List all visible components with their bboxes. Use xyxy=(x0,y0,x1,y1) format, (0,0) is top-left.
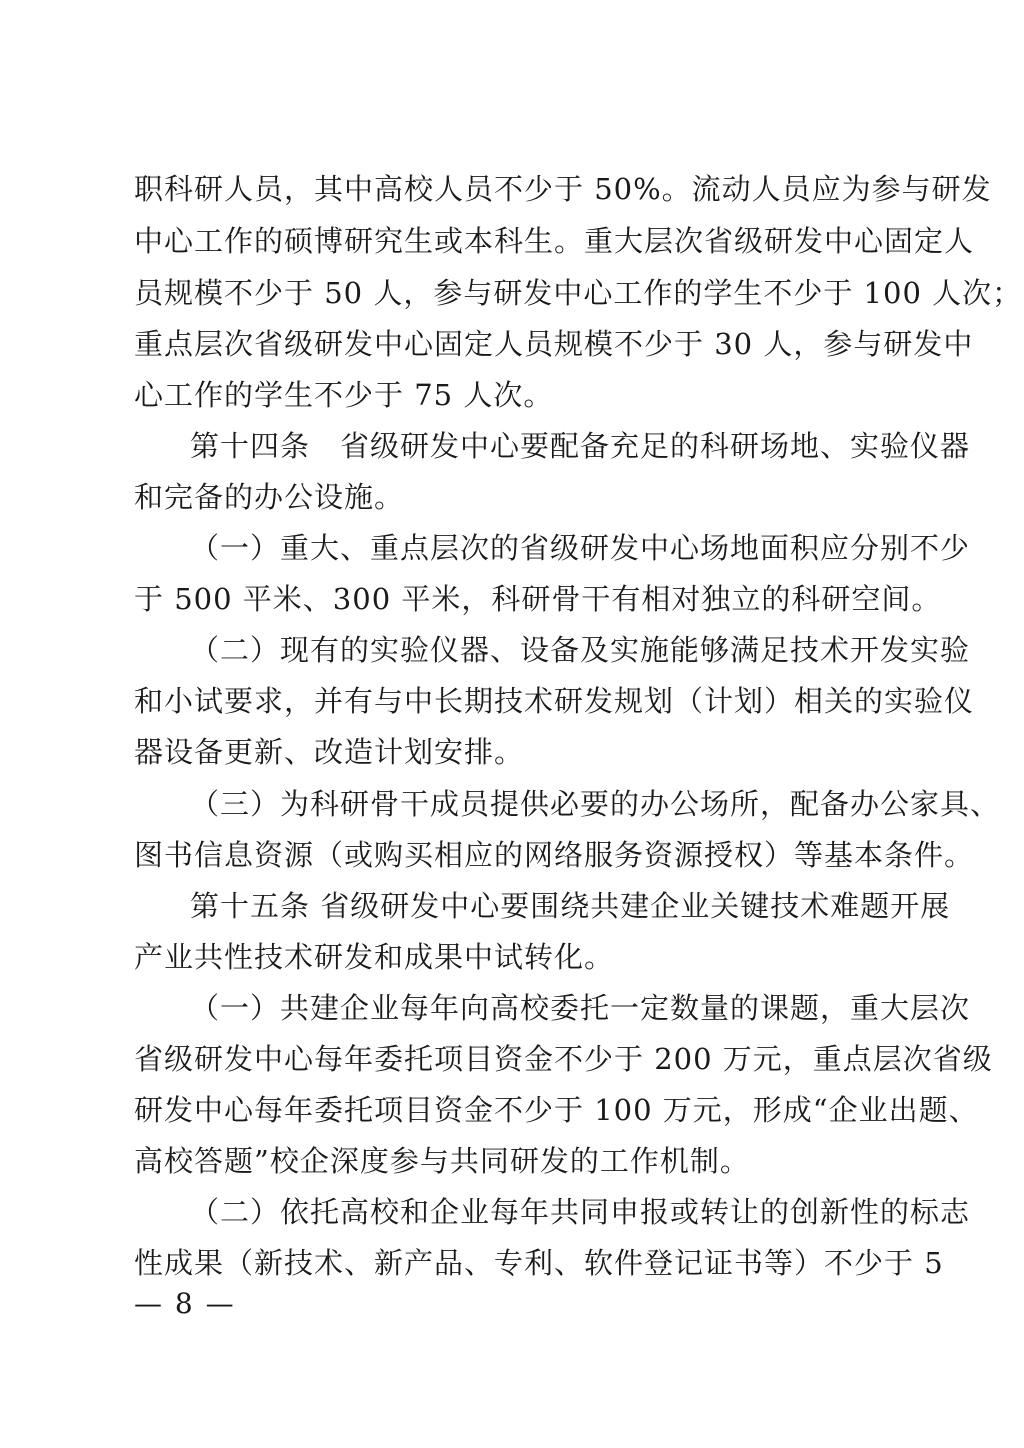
body-line-9: 于 500 平米、300 平米，科研骨干有相对独立的科研空间。 xyxy=(134,582,942,616)
body-line-1: 职科研人员，其中高校人员不少于 50%。流动人员应为参与研发 xyxy=(134,172,992,206)
body-line-2: 中心工作的硕博研究生或本科生。重大层次省级研发中心固定人 xyxy=(134,224,975,258)
clause-15-1: （一）共建企业每年向高校委托一定数量的课题，重大层次 xyxy=(190,991,971,1025)
body-line-5: 心工作的学生不少于 75 人次。 xyxy=(134,378,554,412)
body-line-19: 研发中心每年委托项目资金不少于 100 万元，形成“企业出题、 xyxy=(134,1093,979,1127)
body-line-16: 产业共性技术研发和成果中试转化。 xyxy=(134,940,615,974)
body-line-20: 高校答题”校企深度参与共同研发的工作机制。 xyxy=(134,1144,750,1178)
body-line-12: 器设备更新、改造计划安排。 xyxy=(134,735,525,769)
body-line-14: 图书信息资源（或购买相应的网络服务资源授权）等基本条件。 xyxy=(134,838,975,872)
clause-15-2: （二）依托高校和企业每年共同申报或转让的创新性的标志 xyxy=(190,1195,971,1229)
body-line-22: 性成果（新技术、新产品、专利、软件登记证书等）不少于 5 xyxy=(134,1246,944,1280)
clause-14-1: （一）重大、重点层次的省级研发中心场地面积应分别不少 xyxy=(190,531,971,565)
body-line-11: 和小试要求，并有与中长期技术研发规划（计划）相关的实验仪 xyxy=(134,684,975,718)
article-15-heading: 第十五条 省级研发中心要围绕共建企业关键技术难题开展 xyxy=(190,889,951,923)
body-line-7: 和完备的办公设施。 xyxy=(134,480,405,514)
body-line-18: 省级研发中心每年委托项目资金不少于 200 万元，重点层次省级 xyxy=(134,1042,993,1076)
body-line-3: 员规模不少于 50 人，参与研发中心工作的学生不少于 100 人次； xyxy=(134,276,1023,310)
page-number: — 8 — xyxy=(134,1287,236,1320)
clause-14-3: （三）为科研骨干成员提供必要的办公场所，配备办公家具、 xyxy=(190,787,1001,821)
body-line-4: 重点层次省级研发中心固定人员规模不少于 30 人，参与研发中 xyxy=(134,327,974,361)
clause-14-2: （二）现有的实验仪器、设备及实施能够满足技术开发实验 xyxy=(190,633,971,667)
article-14-heading: 第十四条 省级研发中心要配备充足的科研场地、实验仪器 xyxy=(190,429,971,463)
